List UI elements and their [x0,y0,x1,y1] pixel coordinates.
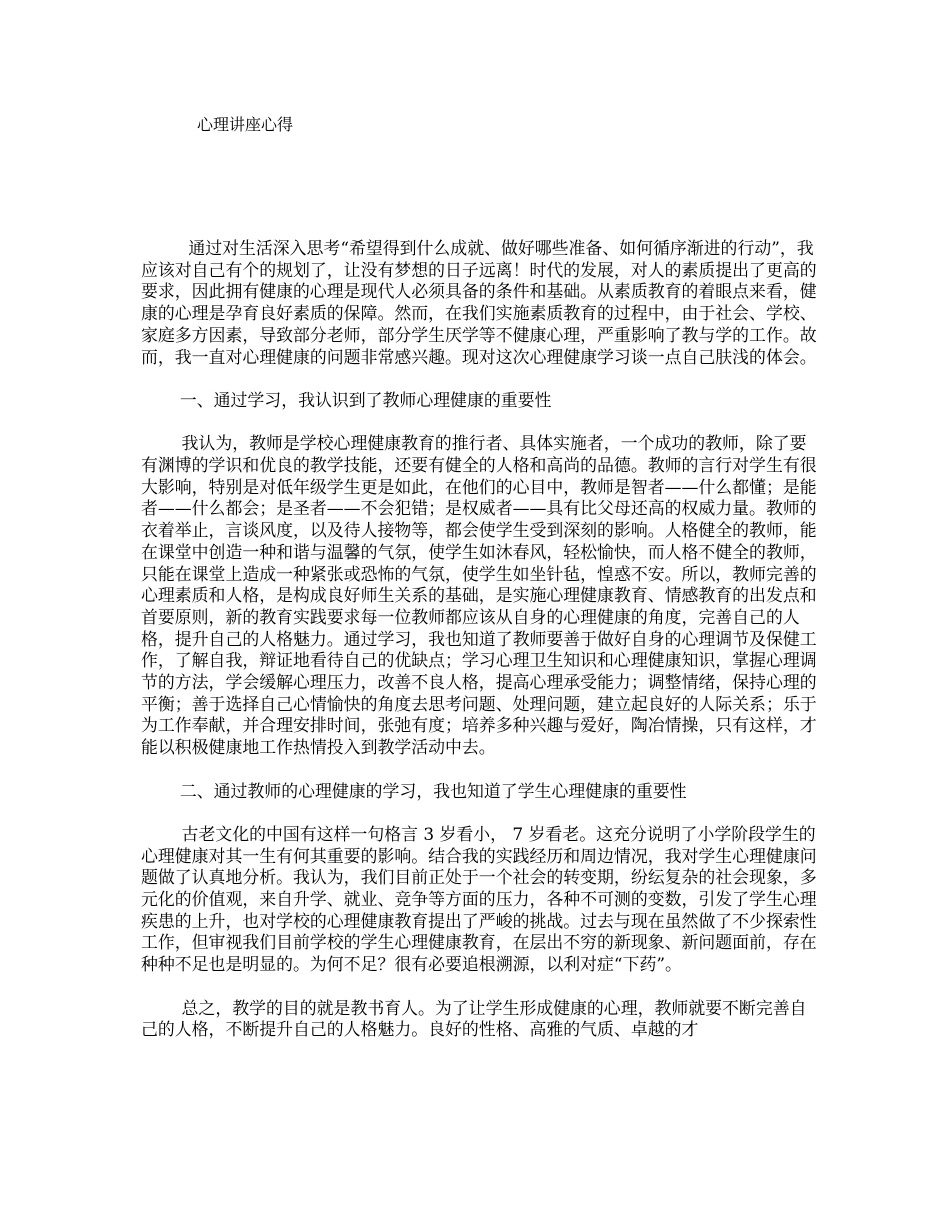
intro-paragraph: 通过对生活深入思考“希望得到什么成就、做好哪些准备、如何循序渐进的行动”，我应该对自己有个的规划了，让没有梦想的日子远离！时代的发展，对人的素质提出了更高的要求，因此拥有健康的心理是现代人必须具备的条件和基础。从素质教育的着眼点来看，健康的心理是孕育良好素质的保障。然而，在我们实施素质教育的过程中，由于社会、学校、家庭多方因素，导致部分老师，部分学生厌学等不健康心理，严重影响了教与学的工作。故而，我一直对心理健康的问题非常感兴趣。现对这次心理健康学习谈一点自己肤浅的体会。 [141,238,817,367]
paragraph-gap [141,802,820,824]
section-heading-1: 一、通过学习，我认识到了教师心理健康的重要性 [179,389,552,410]
section-1-paragraph: 我认为，教师是学校心理健康教育的推行者、具体实施者，一个成功的教师，除了要有渊博的学识和优良的教学技能，还要有健全的人格和高尚的品德。教师的言行对学生有很大影响，特别是对低年级学生更是如此，在他们的心目中，教师是智者——什么都懂；是能者——什么都会；是圣者——不会犯错；是权威者——具有比父母还高的权威力量。教师的衣着举止，言谈风度，以及待人接物等，都会使学生受到深刻的影响。人格健全的教师，能在课堂中创造一种和谐与温馨的气氛，使学生如沐春风，轻松愉快，而人格不健全的教师，只能在课堂上造成一种紧张或恐怖的气氛，使学生如坐针毡，惶惑不安。所以，教师完善的心理素质和人格，是构成良好师生关系的基础，是实施心理健康教育、情感教育的出发点和首要原则，新的教育实践要求每一位教师都应该从自身的心理健康的角度，完善自己的人格，提升自己的人格魅力。通过学习，我也知道了教师要善于做好自身的心理调节及保健工作，了解自我，辩证地看待自己的优缺点；学习心理卫生知识和心理健康知识，掌握心理调节的方法，学会缓解心理压力，改善不良人格，提高心理承受能力；调整情绪，保持心理的平衡；善于选择自己心情愉快的角度去思考问题、处理问题，建立起良好的人际关系；乐于为工作奉献，并合理安排时间，张弛有度；培养多种兴趣与爱好，陶冶情操，只有这样，才能以积极健康地工作热情投入到教学活动中去。 [141,433,817,758]
section-heading-2: 二、通过教师的心理健康的学习，我也知道了学生心理健康的重要性 [179,780,687,801]
paragraph-gap [141,368,820,390]
paragraph-gap [141,976,820,998]
section-2-paragraph: 古老文化的中国有这样一句格言 3 岁看小， 7 岁看老。这充分说明了小学阶段学生的心理健康对其一生有何其重要的影响。结合我的实践经历和周边情况，我对学生心理健康问题做了认真地分析。我认为，我们目前正处于一个社会的转变期，纷纭复杂的社会现象，多元化的价值观，来自升学、就业、竞争等方面的压力，各种不可测的变数，引发了学生心理疾患的上升，也对学校的心理健康教育提出了严峻的挑战。过去与现在虽然做了不少探索性工作，但审视我们目前学校的学生心理健康教育，在层出不穷的新现象、新问题面前，存在种种不足也是明显的。为何不足？很有必要追根溯源，以利对症“下药”。 [141,823,817,975]
conclusion-paragraph: 总之，教学的目的就是教书育人。为了让学生形成健康的心理，教师就要不断完善自己的人格，不断提升自己的人格魅力。良好的性格、高雅的气质、卓越的才 [141,997,807,1040]
document-title: 心理讲座心得 [197,115,294,134]
paragraph-gap [141,412,820,434]
document-body [141,238,820,1041]
paragraph-gap [141,759,820,781]
